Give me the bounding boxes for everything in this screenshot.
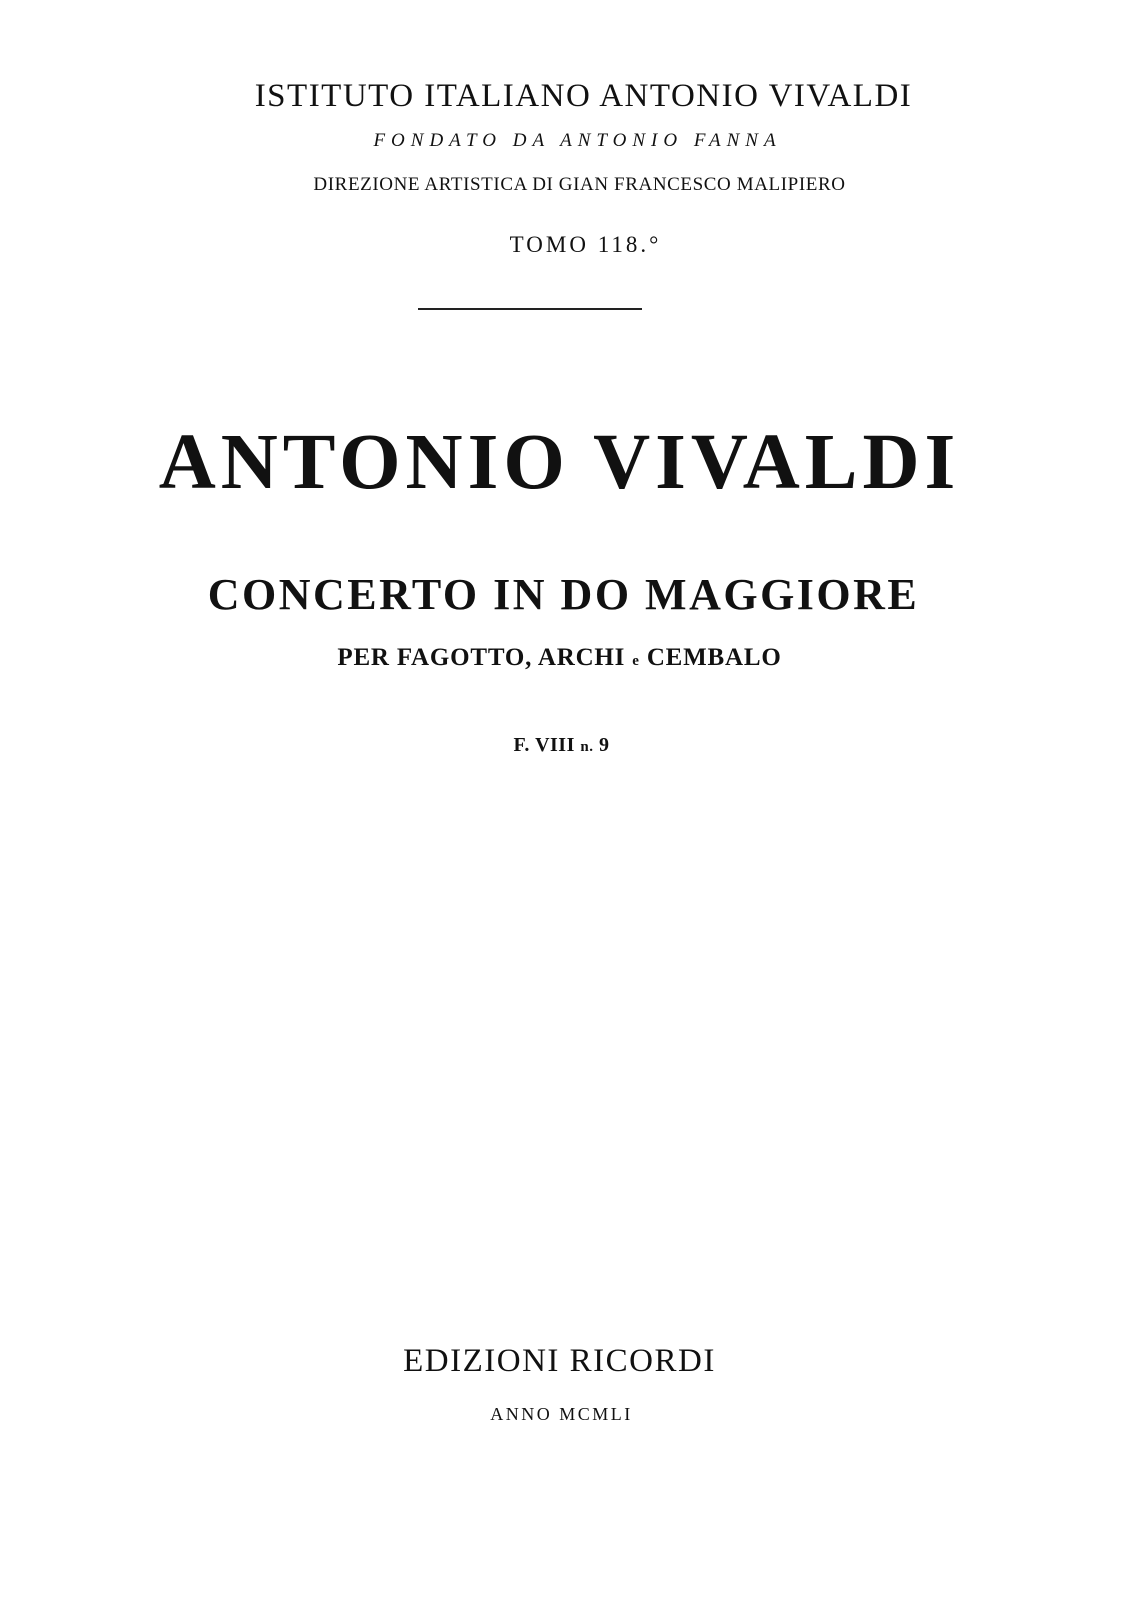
institute-name: ISTITUTO ITALIANO ANTONIO VIVALDI (254, 78, 913, 114)
catalog-prefix: F. VIII (513, 734, 575, 756)
instrumentation-suffix: CEMBALO (646, 644, 782, 671)
composer-name: ANTONIO VIVALDI (158, 419, 961, 506)
divider-rule (418, 308, 642, 310)
publication-year: ANNO MCMLI (490, 1404, 633, 1424)
catalog-value: 9 (598, 734, 610, 756)
volume-number: TOMO 118.° (509, 232, 662, 257)
instrumentation-prefix: PER FAGOTTO, ARCHI (337, 644, 626, 671)
catalog-number (0, 734, 1127, 757)
publisher-name: EDIZIONI RICORDI (403, 1343, 716, 1379)
artistic-direction-line: DIREZIONE ARTISTICA DI GIAN FRANCESCO MALIPIERO (313, 174, 846, 195)
catalog-n-label: n. (580, 739, 594, 755)
work-title: CONCERTO IN DO MAGGIORE (207, 570, 920, 619)
instrumentation-conjunction: e (632, 653, 640, 669)
instrumentation-line (0, 644, 1125, 672)
founder-line: FONDATO DA ANTONIO FANNA (373, 130, 782, 151)
